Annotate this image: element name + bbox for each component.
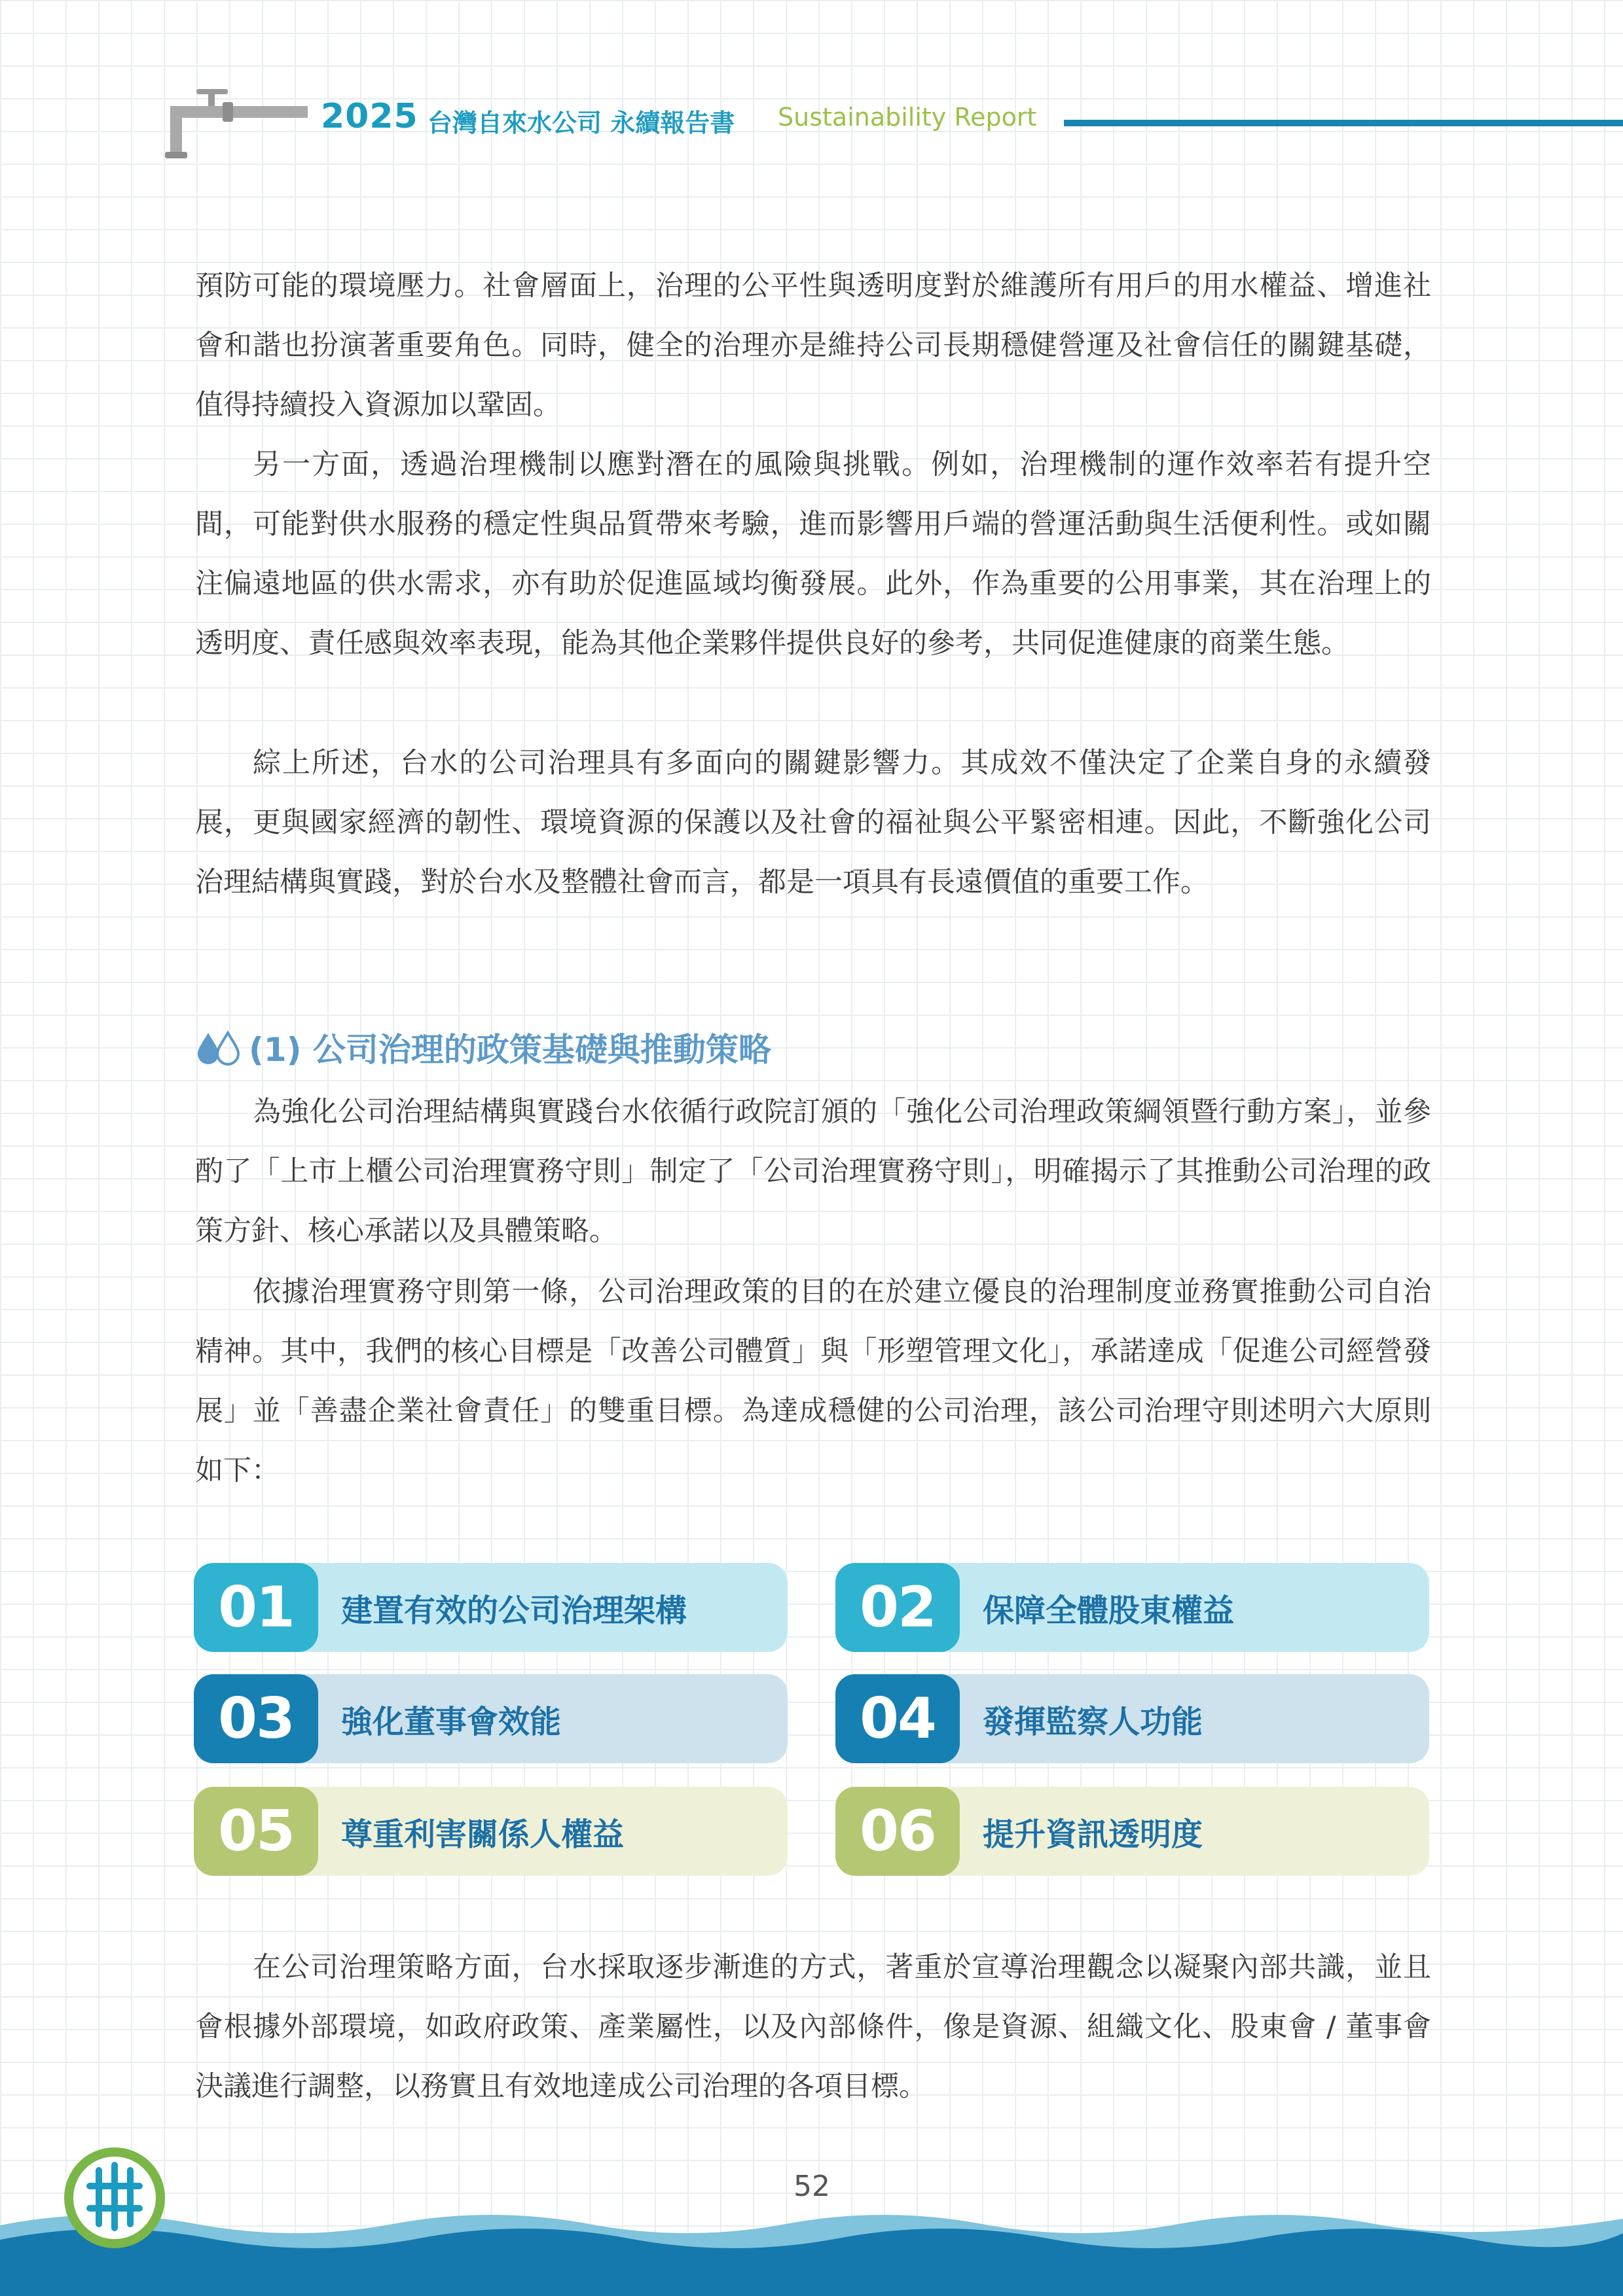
section-title: (1) 公司治理的政策基礎與推動策略 bbox=[249, 1031, 771, 1069]
company-logo-icon bbox=[62, 2145, 167, 2250]
principle-item bbox=[835, 1563, 1429, 1652]
closing-paragraph: 在公司治理策略方面，台水採取逐步漸進的方式，著重於宣導治理觀念以凝聚內部共識，並且會根據外部環境，如政府政策、產業屬性，以及內部條件，像是資源、組織文化、股東會 / 董事會決議進行調整，以務實且有效地達成公司治理的各項目標。 bbox=[195, 1951, 1431, 2103]
principle-label: 發揮監察人功能 bbox=[983, 1703, 1203, 1740]
body-paragraph: 預防可能的環境壓力。社會層面上，治理的公平性與透明度對於維護所有用戶的用水權益、增進社會和諧也扮演著重要角色。同時，健全的治理亦是維持公司長期穩健營運及社會信任的關鍵基礎，值得持續投入資源加以鞏固。 bbox=[195, 270, 1431, 422]
principle-item bbox=[835, 1674, 1429, 1763]
principle-label: 強化董事會效能 bbox=[341, 1703, 562, 1740]
header-rule bbox=[1064, 120, 1623, 126]
principle-label: 尊重利害關係人權益 bbox=[341, 1816, 625, 1853]
principle-label: 保障全體股東權益 bbox=[983, 1592, 1235, 1629]
body-paragraph: 另一方面，透過治理機制以應對潛在的風險與挑戰。例如，治理機制的運作效率若有提升空間，可能對供水服務的穩定性與品質帶來考驗，進而影響用戶端的營運活動與生活便利性。或如關注偏遠地區的供水需求，亦有助於促進區域均衡發展。此外，作為重要的公用事業，其在治理上的透明度、責任感與效率表現，能為其他企業夥伴提供良好的參考，共同促進健康的商業生態。 bbox=[195, 448, 1431, 660]
principle-number: 06 bbox=[835, 1787, 960, 1876]
principle-number: 02 bbox=[835, 1563, 960, 1652]
principle-number: 05 bbox=[194, 1787, 318, 1876]
page-number: 52 bbox=[793, 2170, 830, 2203]
report-title-en: Sustainability Report bbox=[778, 103, 1037, 132]
section-paragraph: 依據治理實務守則第一條，公司治理政策的目的在於建立優良的治理制度並務實推動公司自治精神。其中，我們的核心目標是「改善公司體質」與「形塑管理文化」，承諾達成「促進公司經營發展」並「善盡企業社會責任」的雙重目標。為達成穩健的公司治理，該公司治理守則述明六大原則如下： bbox=[195, 1276, 1431, 1487]
principle-item bbox=[835, 1787, 1429, 1876]
principle-label: 提升資訊透明度 bbox=[983, 1816, 1203, 1853]
body-paragraph: 綜上所述，台水的公司治理具有多面向的關鍵影響力。其成效不僅決定了企業自身的永續發展，更與國家經濟的韌性、環境資源的保護以及社會的福祉與公平緊密相連。因此，不斷強化公司治理結構與實踐，對於台水及整體社會而言，都是一項具有長遠價值的重要工作。 bbox=[195, 747, 1431, 899]
principle-item bbox=[194, 1674, 788, 1763]
report-title: 台灣自來水公司 永續報告書 bbox=[428, 109, 735, 137]
water-drops-icon bbox=[195, 1029, 241, 1066]
faucet-icon bbox=[157, 84, 308, 162]
principle-number: 01 bbox=[194, 1563, 318, 1652]
footer-wave bbox=[0, 2199, 1623, 2296]
principle-number: 03 bbox=[194, 1674, 318, 1763]
section-paragraph: 為強化公司治理結構與實踐台水依循行政院訂頒的「強化公司治理政策綱領暨行動方案」，並參酌了「上市上櫃公司治理實務守則」制定了「公司治理實務守則」，明確揭示了其推動公司治理的政策方針、核心承諾以及具體策略。 bbox=[195, 1096, 1431, 1247]
report-year: 2025 bbox=[321, 97, 418, 136]
principle-number: 04 bbox=[835, 1674, 960, 1763]
principle-item bbox=[194, 1787, 788, 1876]
section-heading bbox=[195, 1021, 771, 1073]
principle-item bbox=[194, 1563, 788, 1652]
principle-label: 建置有效的公司治理架構 bbox=[341, 1592, 687, 1629]
